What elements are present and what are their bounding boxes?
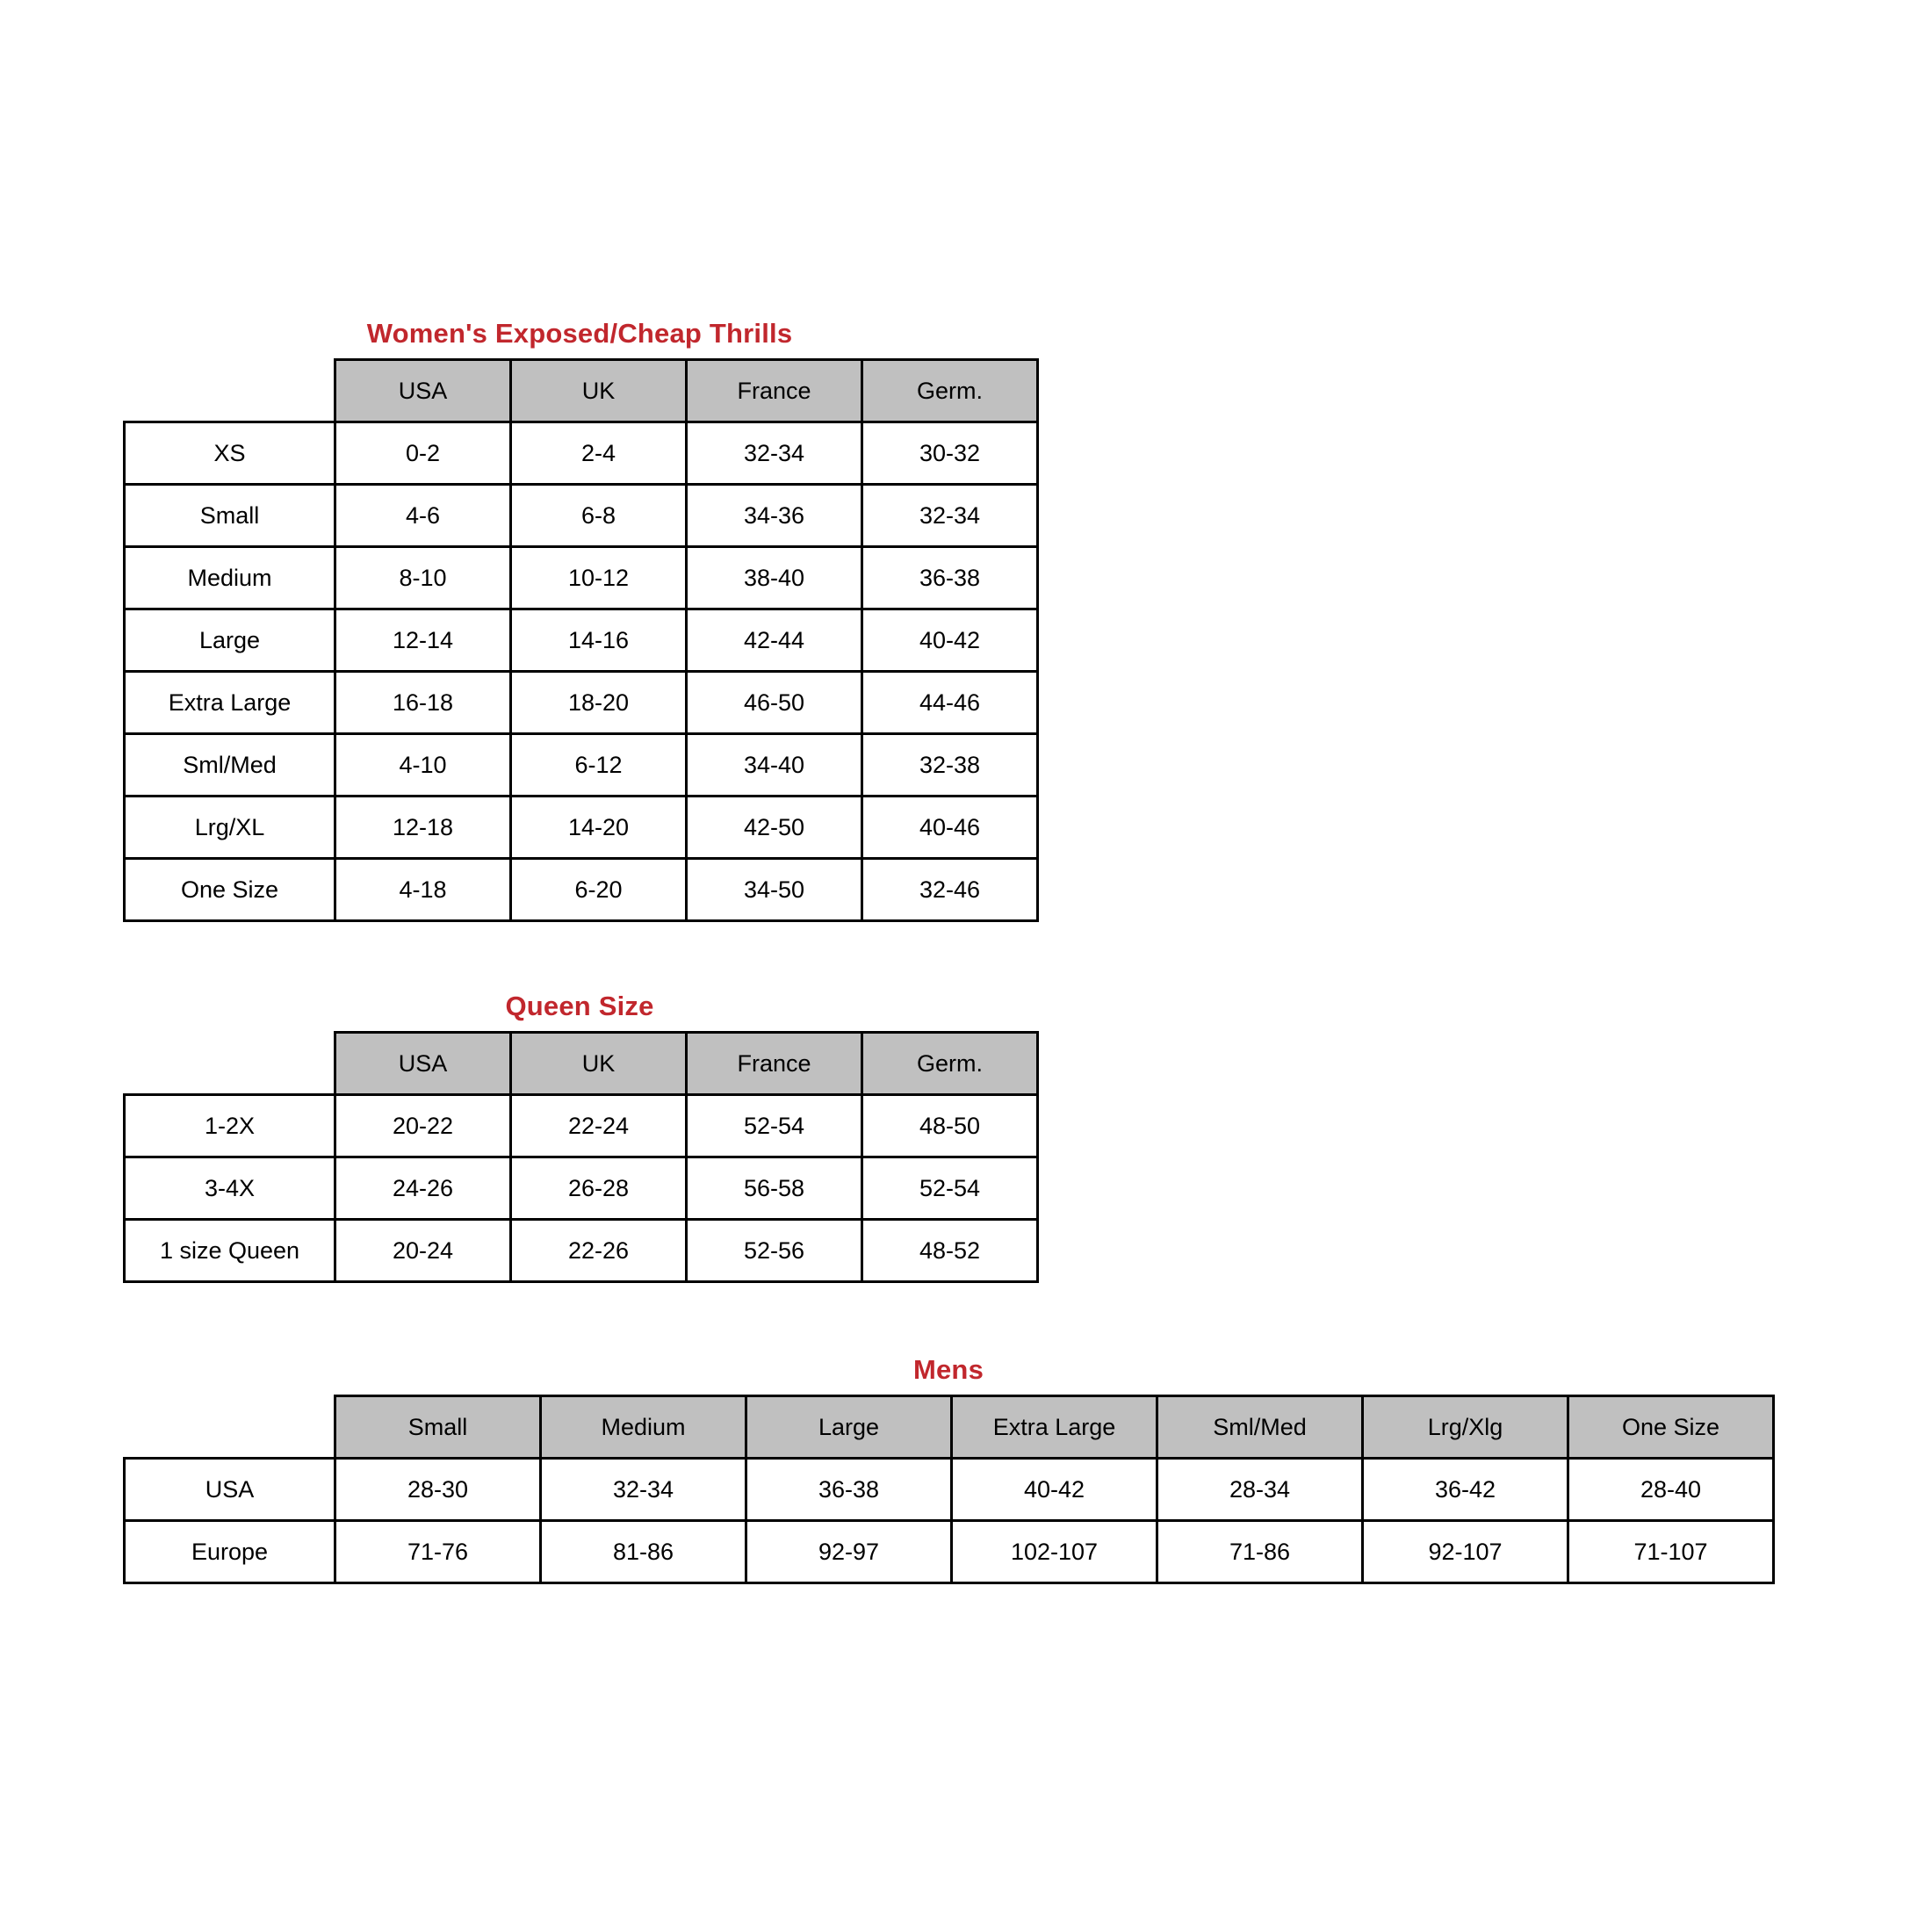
- mens-col-lrg-xlg: Lrg/Xlg: [1363, 1396, 1568, 1459]
- womens-cell-uk: 6-8: [511, 485, 687, 547]
- womens-row-label: Small: [125, 485, 335, 547]
- queen-cell-uk: 22-26: [511, 1220, 687, 1282]
- mens-cell-large: 36-38: [746, 1459, 952, 1521]
- womens-cell-france: 38-40: [687, 547, 862, 609]
- mens-col-one-size: One Size: [1568, 1396, 1774, 1459]
- womens-cell-uk: 18-20: [511, 672, 687, 734]
- queen-col-uk: UK: [511, 1033, 687, 1095]
- queen-cell-france: 52-56: [687, 1220, 862, 1282]
- womens-cell-france: 34-50: [687, 859, 862, 921]
- mens-col-medium: Medium: [541, 1396, 746, 1459]
- queen-col-france: France: [687, 1033, 862, 1095]
- queen-size-chart-block: [123, 991, 1039, 1283]
- queen-cell-germ: 48-50: [862, 1095, 1038, 1157]
- mens-col-sml-med: Sml/Med: [1157, 1396, 1363, 1459]
- womens-cell-france: 42-50: [687, 797, 862, 859]
- womens-cell-uk: 14-20: [511, 797, 687, 859]
- womens-col-uk: UK: [511, 360, 687, 422]
- table-header-row: [125, 1396, 1774, 1459]
- mens-col-small: Small: [335, 1396, 541, 1459]
- womens-row-label: XS: [125, 422, 335, 485]
- womens-cell-france: 42-44: [687, 609, 862, 672]
- mens-row-label: USA: [125, 1459, 335, 1521]
- table-row: [125, 1220, 1038, 1282]
- mens-cell-large: 92-97: [746, 1521, 952, 1583]
- table-row: [125, 609, 1038, 672]
- table-header-row: [125, 360, 1038, 422]
- queen-row-label: 3-4X: [125, 1157, 335, 1220]
- mens-cell-small: 28-30: [335, 1459, 541, 1521]
- queen-cell-germ: 52-54: [862, 1157, 1038, 1220]
- womens-row-label: Large: [125, 609, 335, 672]
- womens-size-chart-block: [123, 318, 1039, 922]
- table-row: [125, 1459, 1774, 1521]
- womens-col-germ: Germ.: [862, 360, 1038, 422]
- womens-cell-usa: 12-14: [335, 609, 511, 672]
- queen-cell-germ: 48-52: [862, 1220, 1038, 1282]
- queen-table-title: Queen Size: [505, 991, 654, 1021]
- womens-cell-usa: 8-10: [335, 547, 511, 609]
- queen-row-label: 1-2X: [125, 1095, 335, 1157]
- table-row: [125, 547, 1038, 609]
- womens-corner-cell: [125, 360, 335, 422]
- mens-cell-sml-med: 28-34: [1157, 1459, 1363, 1521]
- womens-cell-germ: 40-46: [862, 797, 1038, 859]
- mens-size-table: [123, 1395, 1775, 1584]
- queen-col-germ: Germ.: [862, 1033, 1038, 1095]
- table-header-row: [125, 1033, 1038, 1095]
- mens-corner-cell: [125, 1396, 335, 1459]
- mens-col-large: Large: [746, 1396, 952, 1459]
- queen-size-table: [123, 1031, 1039, 1283]
- table-row: [125, 485, 1038, 547]
- table-row: [125, 422, 1038, 485]
- womens-cell-uk: 6-12: [511, 734, 687, 797]
- table-row: [125, 672, 1038, 734]
- womens-cell-france: 46-50: [687, 672, 862, 734]
- womens-cell-france: 34-36: [687, 485, 862, 547]
- womens-cell-france: 32-34: [687, 422, 862, 485]
- table-row: [125, 1521, 1774, 1583]
- womens-row-label: Lrg/XL: [125, 797, 335, 859]
- mens-cell-one-size: 71-107: [1568, 1521, 1774, 1583]
- mens-row-label: Europe: [125, 1521, 335, 1583]
- mens-cell-one-size: 28-40: [1568, 1459, 1774, 1521]
- womens-cell-uk: 2-4: [511, 422, 687, 485]
- womens-cell-germ: 32-38: [862, 734, 1038, 797]
- table-row: [125, 859, 1038, 921]
- table-row: [125, 1095, 1038, 1157]
- womens-cell-germ: 36-38: [862, 547, 1038, 609]
- table-row: [125, 734, 1038, 797]
- womens-col-france: France: [687, 360, 862, 422]
- womens-cell-france: 34-40: [687, 734, 862, 797]
- mens-cell-medium: 81-86: [541, 1521, 746, 1583]
- womens-size-table: [123, 358, 1039, 922]
- mens-table-title: Mens: [912, 1354, 984, 1385]
- queen-row-label: 1 size Queen: [125, 1220, 335, 1282]
- queen-cell-uk: 26-28: [511, 1157, 687, 1220]
- womens-cell-usa: 4-10: [335, 734, 511, 797]
- table-row: [125, 1157, 1038, 1220]
- womens-cell-germ: 32-46: [862, 859, 1038, 921]
- mens-cell-lrg-xlg: 92-107: [1363, 1521, 1568, 1583]
- queen-cell-usa: 24-26: [335, 1157, 511, 1220]
- womens-col-usa: USA: [335, 360, 511, 422]
- mens-cell-extra-large: 40-42: [952, 1459, 1157, 1521]
- queen-corner-cell: [125, 1033, 335, 1095]
- mens-cell-extra-large: 102-107: [952, 1521, 1157, 1583]
- queen-cell-france: 56-58: [687, 1157, 862, 1220]
- womens-cell-germ: 40-42: [862, 609, 1038, 672]
- womens-row-label: Sml/Med: [125, 734, 335, 797]
- mens-cell-lrg-xlg: 36-42: [1363, 1459, 1568, 1521]
- womens-row-label: One Size: [125, 859, 335, 921]
- womens-cell-uk: 14-16: [511, 609, 687, 672]
- womens-row-label: Medium: [125, 547, 335, 609]
- mens-cell-sml-med: 71-86: [1157, 1521, 1363, 1583]
- womens-cell-usa: 0-2: [335, 422, 511, 485]
- queen-cell-uk: 22-24: [511, 1095, 687, 1157]
- womens-cell-germ: 44-46: [862, 672, 1038, 734]
- womens-cell-usa: 4-18: [335, 859, 511, 921]
- womens-table-title: Women's Exposed/Cheap Thrills: [366, 318, 793, 349]
- womens-cell-usa: 12-18: [335, 797, 511, 859]
- womens-row-label: Extra Large: [125, 672, 335, 734]
- womens-cell-usa: 4-6: [335, 485, 511, 547]
- queen-cell-france: 52-54: [687, 1095, 862, 1157]
- womens-cell-usa: 16-18: [335, 672, 511, 734]
- queen-col-usa: USA: [335, 1033, 511, 1095]
- womens-cell-germ: 32-34: [862, 485, 1038, 547]
- queen-cell-usa: 20-24: [335, 1220, 511, 1282]
- mens-cell-small: 71-76: [335, 1521, 541, 1583]
- mens-col-extra-large: Extra Large: [952, 1396, 1157, 1459]
- womens-cell-uk: 6-20: [511, 859, 687, 921]
- queen-cell-usa: 20-22: [335, 1095, 511, 1157]
- table-row: [125, 797, 1038, 859]
- mens-size-chart-block: [123, 1354, 1775, 1584]
- womens-cell-germ: 30-32: [862, 422, 1038, 485]
- mens-cell-medium: 32-34: [541, 1459, 746, 1521]
- womens-cell-uk: 10-12: [511, 547, 687, 609]
